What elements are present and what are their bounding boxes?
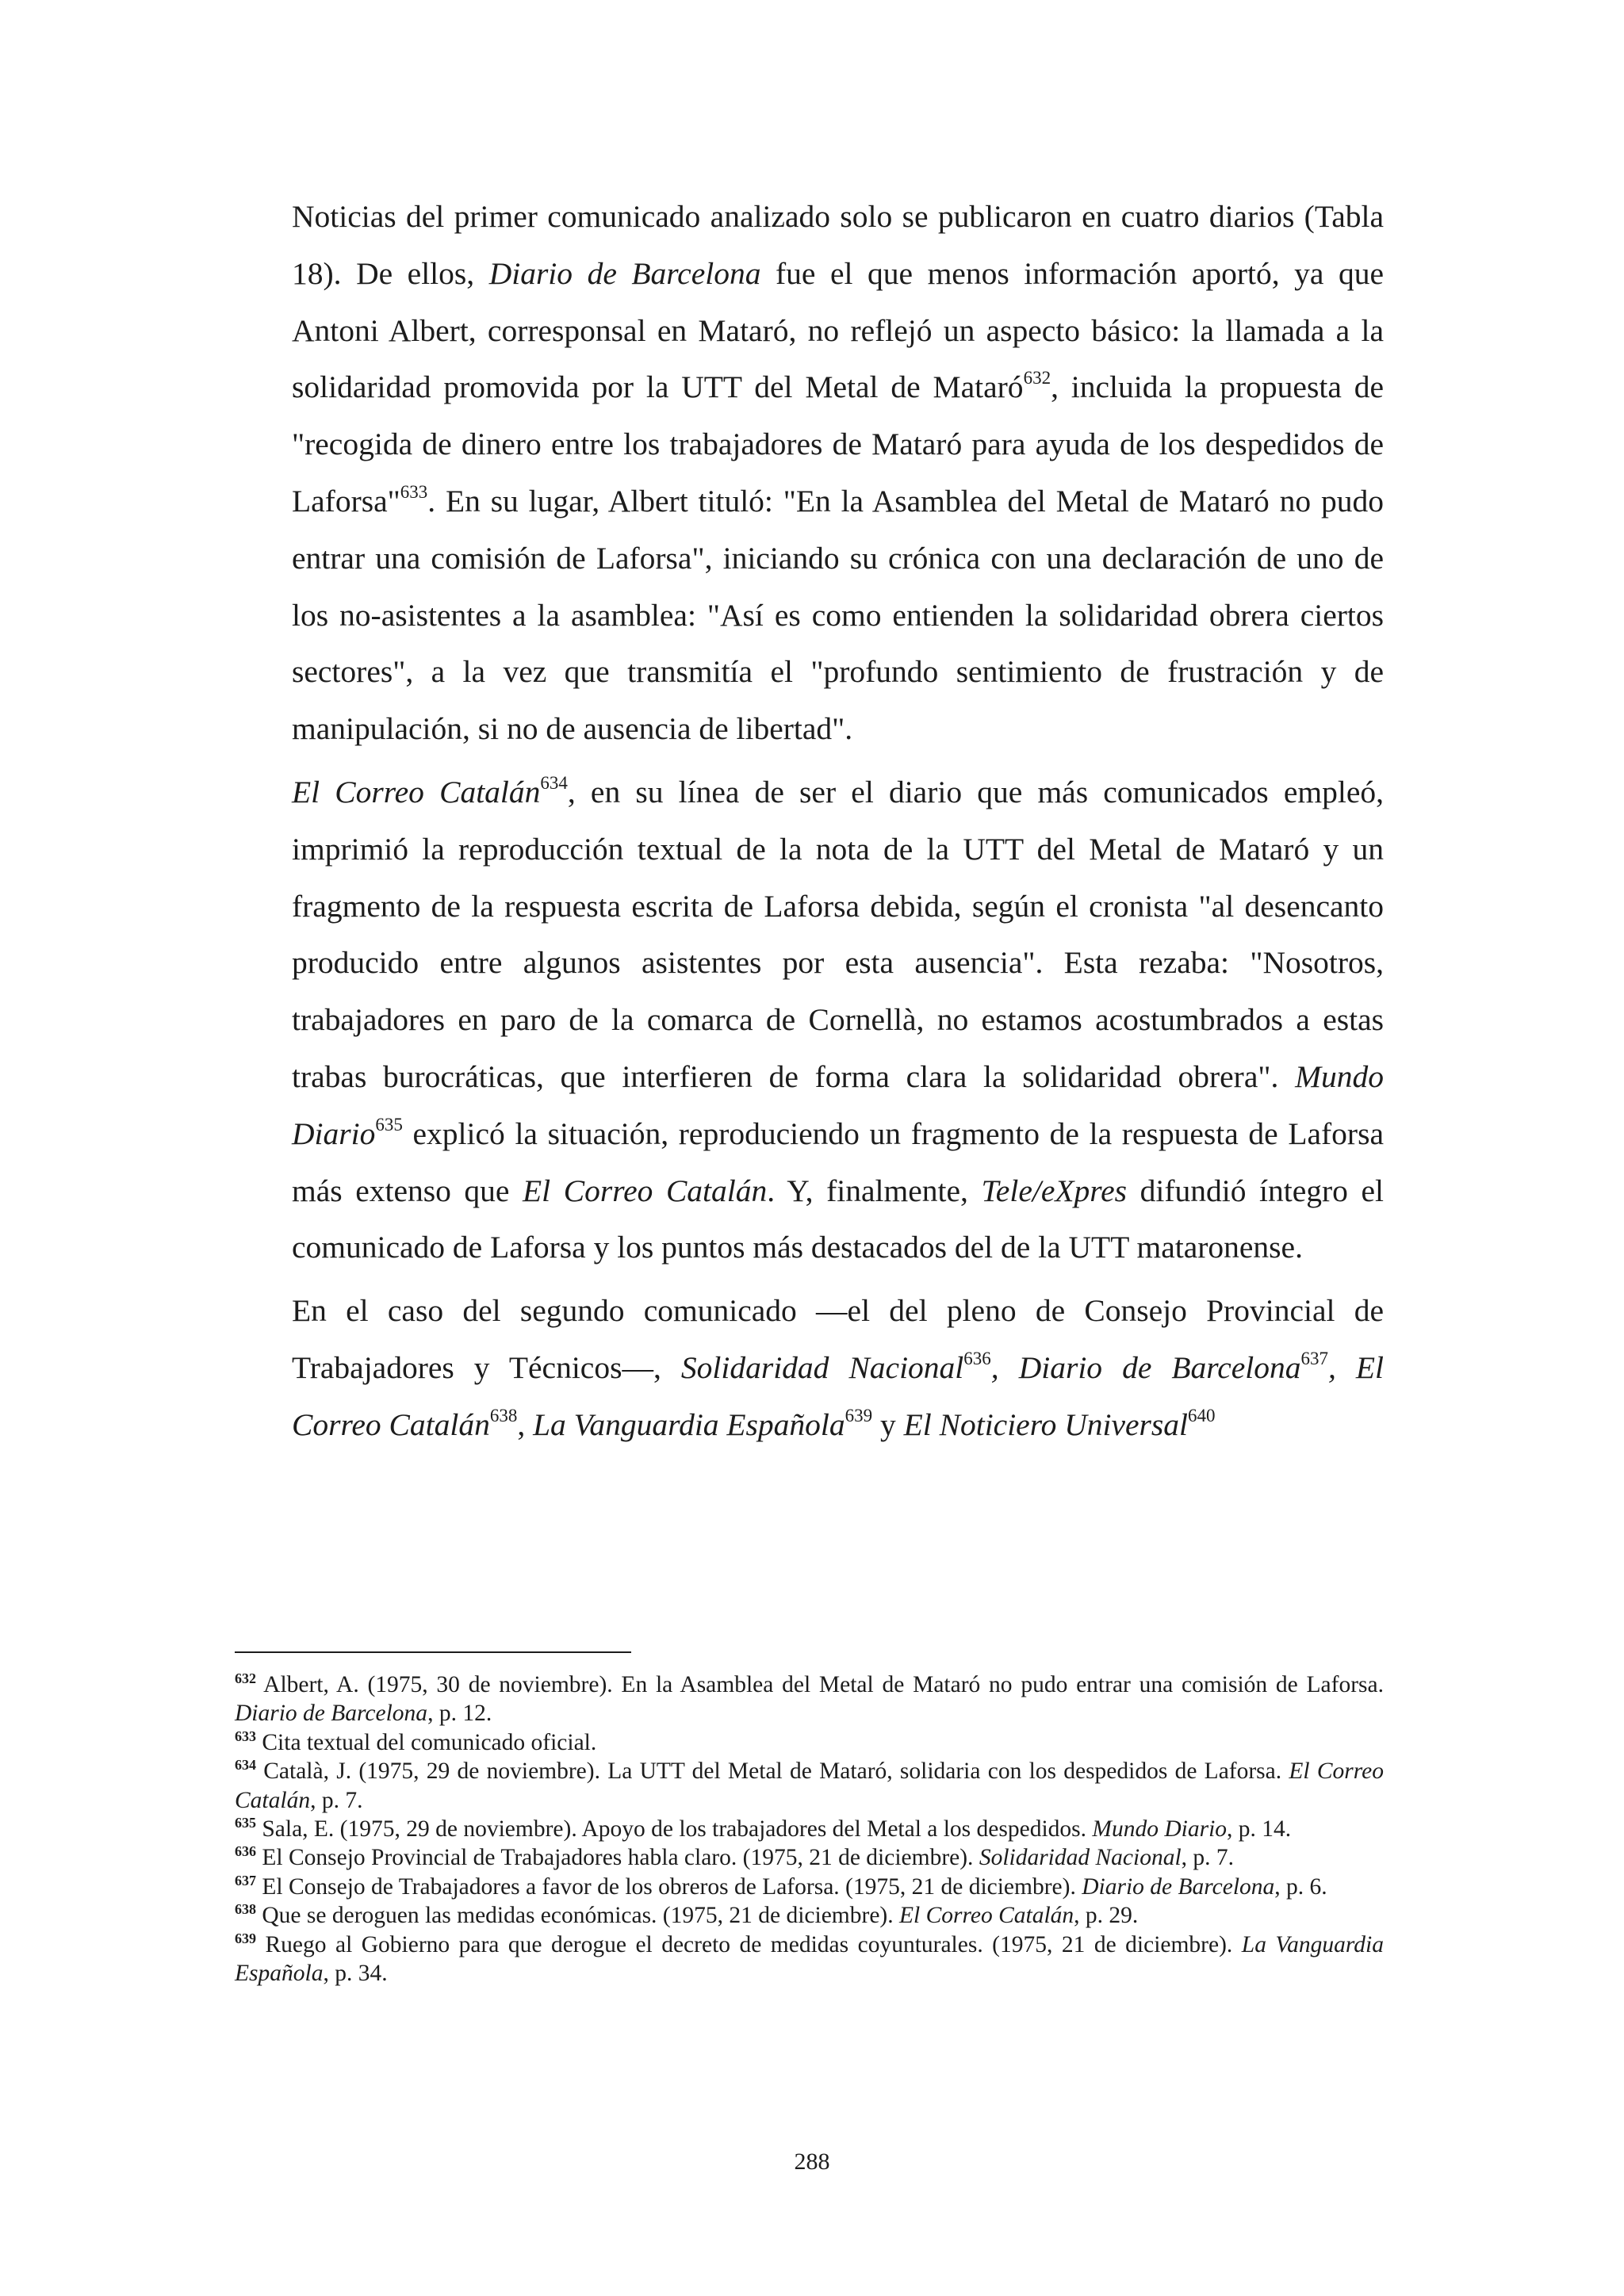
newspaper-title: La Vanguardia Española: [533, 1406, 845, 1442]
footnote: $^{633}$ Cita textual del comunicado oficial.: [235, 1728, 597, 1755]
footnote-ref-637[interactable]: 637: [1300, 1348, 1328, 1368]
newspaper-title: Tele/eXpres: [981, 1173, 1128, 1208]
footnote: $^{635}$ Sala, E. (1975, 29 de noviembre). Apoyo de los trabajadores del Metal a los despedidos. Mundo Diario, p. 14.: [235, 1815, 1292, 1843]
paragraph-2: El Correo Catalán$^{634}$, en su línea de ser el diario que más comunicados empleó, imprimió la reproducción textual de la nota de la UTT del Metal de Mataró y un fragmento de la respuesta escrita de Laforsa debida, según el cronista "al desencanto producido entre algunos asistentes por esta ausencia". Esta rezaba: "Nosotros, trabajadores en paro de la comarca de Cornellà, no estamos acostumbrados a estas trabas burocráticas, que interfieren de forma clara la solidaridad obrera". Mundo Diario$^{635}$ explicó la situación, reproduciendo un fragmento de la respuesta de Laforsa más extenso que El Correo Catalán. Y, finalmente, Tele/eXpres difundió íntegro el comunicado de Laforsa y los puntos más destacados del de la UTT mataronense.: [292, 772, 1385, 1265]
footnote-ref-639[interactable]: 639: [845, 1405, 873, 1425]
footnote-number: 632: [235, 1670, 256, 1686]
paragraph-1: Noticias del primer comunicado analizado solo se publicaron en cuatro diarios (Tabla 18). De ellos, Diario de Barcelona fue el que menos información aportó, ya que Antoni Albert, corresponsal en Mataró, no reflejó un aspecto básico: la llamada a la solidaridad promovida por la UTT del Metal de Mataró$^{632}$, incluida la propuesta de "recogida de dinero entre los trabajadores de Mataró para ayuda de los despedidos de Laforsa"$^{633}$. En su lugar, Albert tituló: "En la Asamblea del Metal de Mataró no pudo entrar una comisión de Laforsa", iniciando su crónica con una declaración de uno de los no-asistentes a la asamblea: "Así es como entienden la solidaridad obrera ciertos sectores", a la vez que transmitía el "profundo sentimiento de frustración y de manipulación, si no de ausencia de libertad".: [292, 199, 1385, 747]
footnote-number: 634: [235, 1757, 256, 1774]
footnotes: [235, 1670, 1384, 1988]
footnote: $^{632}$ Albert, A. (1975, 30 de noviembre). En la Asamblea del Metal de Mataró no pudo entrar una comisión de Laforsa. Diario de Barcelona, p. 12.: [235, 1670, 1384, 1727]
paragraph-3: En el caso del segundo comunicado —el del pleno de Consejo Provincial de Trabajadores y Técnicos—, Solidaridad Nacional$^{636}$, Diario de Barcelona$^{637}$, El Correo Catalán$^{638}$, La Vanguardia Española$^{639}$ y El Noticiero Universal$^{640}$: [292, 1293, 1384, 1442]
footnote-ref-635[interactable]: 635: [375, 1114, 403, 1135]
footnote-ref-638[interactable]: 638: [489, 1405, 518, 1425]
footnote-number: 633: [235, 1728, 256, 1744]
newspaper-title: El Noticiero Universal: [903, 1406, 1189, 1442]
newspaper-title: Diario de Barcelona: [488, 255, 761, 291]
newspaper-title: , El Correo Catalán: [292, 1349, 1384, 1442]
footnote: $^{639}$ Ruego al Gobierno para que derogue el decreto de medidas coyunturales. (1975, 21 de diciembre). La Vanguardia Española, p. 34.: [235, 1930, 1384, 1987]
footnote-number: 636: [235, 1843, 256, 1860]
newspaper-title: Mundo Diario: [292, 1058, 1384, 1151]
newspaper-title: , Diario de Barcelona: [990, 1349, 1301, 1385]
footnote: $^{634}$ Català, J. (1975, 29 de noviembre). La UTT del Metal de Mataró, solidaria con los despedidos de Laforsa. El Correo Catalán, p. 7.: [235, 1757, 1384, 1813]
footnote-ref-632[interactable]: 632: [1023, 368, 1051, 388]
footnote: $^{638}$ Que se deroguen las medidas económicas. (1975, 21 de diciembre). El Correo Catalán, p. 29.: [235, 1901, 1139, 1929]
footnote-number: 637: [235, 1872, 256, 1888]
footnote-number: 639: [235, 1930, 256, 1946]
footnote-ref-636[interactable]: 636: [963, 1348, 991, 1368]
footnote-ref-633[interactable]: 633: [400, 481, 428, 502]
newspaper-title: Solidaridad Nacional: [680, 1349, 964, 1385]
footnote: $^{637}$ El Consejo de Trabajadores a favor de los obreros de Laforsa. (1975, 21 de diciembre). Diario de Barcelona, p. 6.: [235, 1872, 1327, 1900]
page-number: 288: [794, 2149, 830, 2175]
footnote-ref-634[interactable]: 634: [540, 772, 568, 793]
newspaper-title: El Correo Catalán: [292, 774, 541, 809]
footnote-separator: [235, 1651, 631, 1653]
body-text: [292, 189, 1384, 1460]
footnote: $^{636}$ El Consejo Provincial de Trabajadores habla claro. (1975, 21 de diciembre). Solidaridad Nacional, p. 7.: [235, 1843, 1235, 1871]
footnote-number: 638: [235, 1901, 256, 1918]
footnote-number: 635: [235, 1815, 256, 1831]
newspaper-title: El Correo Catalán: [523, 1173, 768, 1208]
footnote-ref-640[interactable]: 640: [1188, 1405, 1216, 1425]
